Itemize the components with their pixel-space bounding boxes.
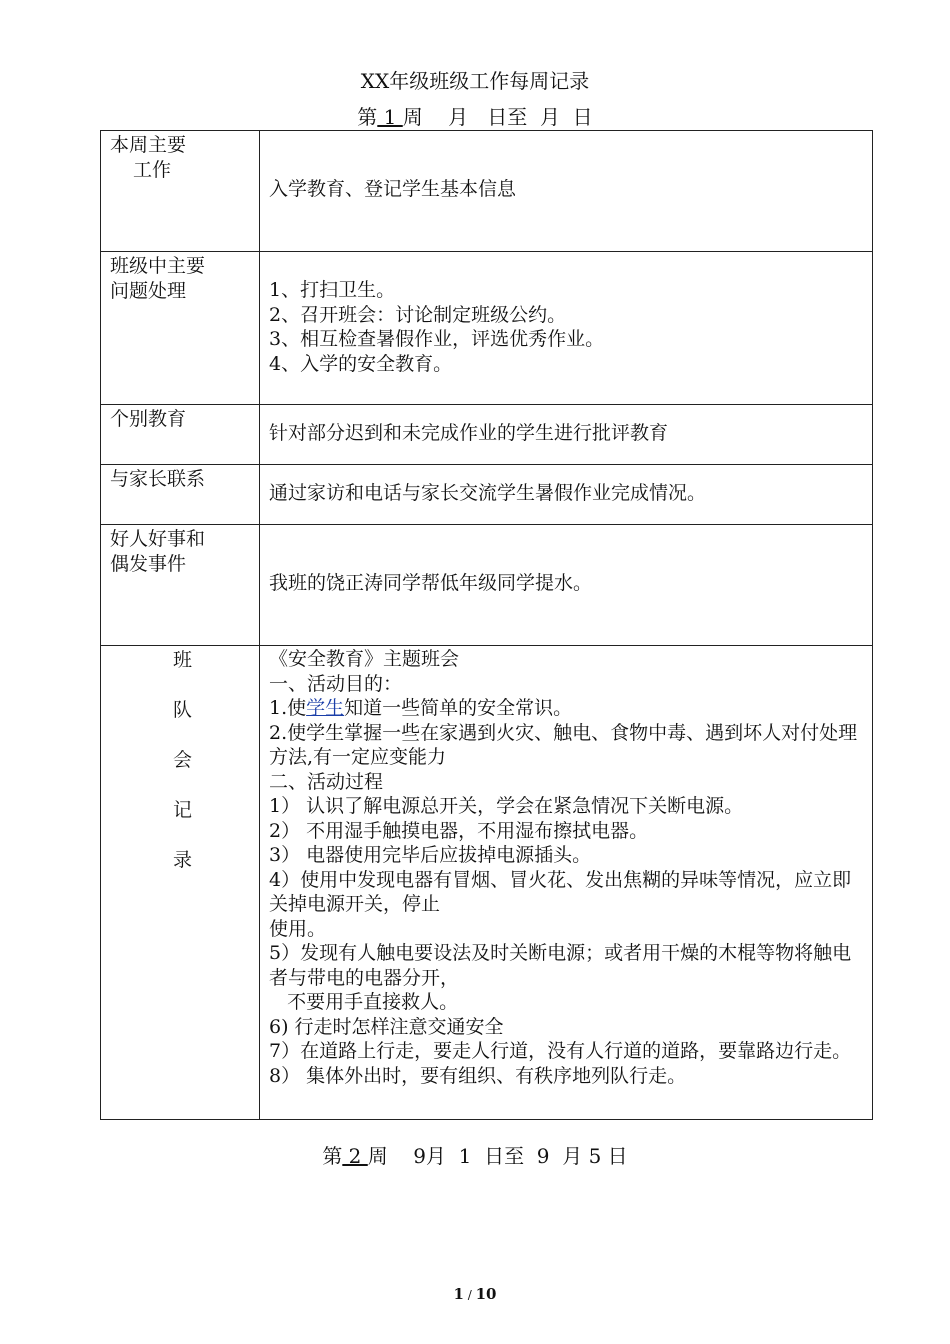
label-line: 本周主要 (110, 134, 187, 156)
text: 1.使 (269, 697, 307, 719)
meeting-line: 2.使学生掌握一些在家遇到火灾、触电、食物中毒、遇到坏人对付处理方法,有一定应变能力 (269, 721, 858, 768)
content-parents: 通过家访和电话与家长交流学生暑假作业完成情况。 (260, 465, 873, 525)
list-item: 3、相互检查暑假作业，评选优秀作业。 (269, 328, 605, 350)
weekly-record-table (100, 130, 873, 1120)
week-date-range: 周 月 日至 月 日 (402, 105, 593, 129)
meeting-line: 5）发现有人触电要设法及时关断电源；或者用干燥的木棍等物将触电者与带电的电器分开， (269, 942, 852, 989)
label-meeting (101, 646, 260, 1120)
row-meeting (101, 646, 873, 1120)
list-item: 1、打扫卫生。 (269, 279, 396, 301)
week-number: 2 (342, 1144, 368, 1168)
label-line: 好人好事和 (110, 528, 206, 550)
page-number (0, 1285, 950, 1303)
meeting-line: 1） 认识了解电源总开关，学会在紧急情况下关断电源。 (269, 795, 744, 817)
content-meeting (260, 646, 873, 1120)
week-prefix: 第 (322, 1144, 343, 1168)
meeting-line: 使用。 (269, 917, 327, 940)
meeting-line: 一、活动目的： (269, 672, 403, 695)
label-char: 录 (172, 849, 192, 871)
current-page: 1 (453, 1285, 464, 1303)
label-main-work (101, 131, 260, 252)
row-problems (101, 252, 873, 405)
page-separator: / (463, 1288, 476, 1302)
meeting-line: 7）在道路上行走，要走人行道，没有人行道的道路，要靠路边行走。 (269, 1040, 852, 1062)
list-item: 4、入学的安全教育。 (269, 352, 453, 375)
meeting-line: 6) 行走时怎样注意交通安全 (269, 1015, 504, 1038)
label-line: 工作 (133, 158, 172, 181)
content-individual: 针对部分迟到和未完成作业的学生进行批评教育 (260, 405, 873, 465)
content-good-deeds: 我班的饶正涛同学帮低年级同学提水。 (260, 525, 873, 646)
week-prefix: 第 (357, 105, 378, 129)
document-title: XX年级班级工作每周记录 (360, 69, 590, 93)
list-item: 2、召开班会：讨论制定班级公约。 (269, 303, 567, 326)
week-number: 1 (377, 105, 403, 129)
label-char: 记 (172, 799, 192, 821)
label-char: 会 (172, 749, 192, 771)
row-main-work (101, 131, 873, 252)
label-line: 班级中主要 (110, 255, 206, 277)
row-good-deeds (101, 525, 873, 646)
meeting-line: 2） 不用湿手触摸电器，不用湿布擦拭电器。 (269, 819, 649, 842)
label-line: 问题处理 (110, 279, 187, 302)
week-date-range: 周 9月 1 日至 9 月 5 日 (367, 1144, 628, 1168)
label-char: 队 (172, 699, 192, 721)
label-line: 偶发事件 (110, 552, 187, 575)
label-parents: 与家长联系 (101, 465, 260, 525)
meeting-line: 《安全教育》主题班会 (269, 648, 460, 670)
label-individual: 个别教育 (101, 405, 260, 465)
row-individual (101, 405, 873, 465)
meeting-line: 3） 电器使用完毕后应拔掉电源插头。 (269, 844, 592, 866)
week-1-heading (0, 104, 950, 130)
total-pages: 10 (475, 1285, 497, 1303)
content-problems (260, 252, 873, 405)
meeting-line: 4）使用中发现电器有冒烟、冒火花、发出焦糊的异味等情况，应立即关掉电源开关，停止 (269, 868, 852, 915)
label-problems (101, 252, 260, 405)
week-2-heading (0, 1143, 950, 1169)
label-char: 班 (172, 649, 192, 671)
text: 知道一些简单的安全常识。 (344, 697, 573, 719)
meeting-line (269, 696, 866, 721)
label-good-deeds (101, 525, 260, 646)
meeting-line: 不要用手直接救人。 (269, 991, 459, 1013)
row-parents (101, 465, 873, 525)
meeting-line: 二、活动过程 (269, 770, 384, 793)
student-link[interactable]: 学生 (306, 697, 345, 719)
content-main-work: 入学教育、登记学生基本信息 (260, 131, 873, 252)
meeting-line: 8） 集体外出时，要有组织、有秩序地列队行走。 (269, 1064, 687, 1087)
